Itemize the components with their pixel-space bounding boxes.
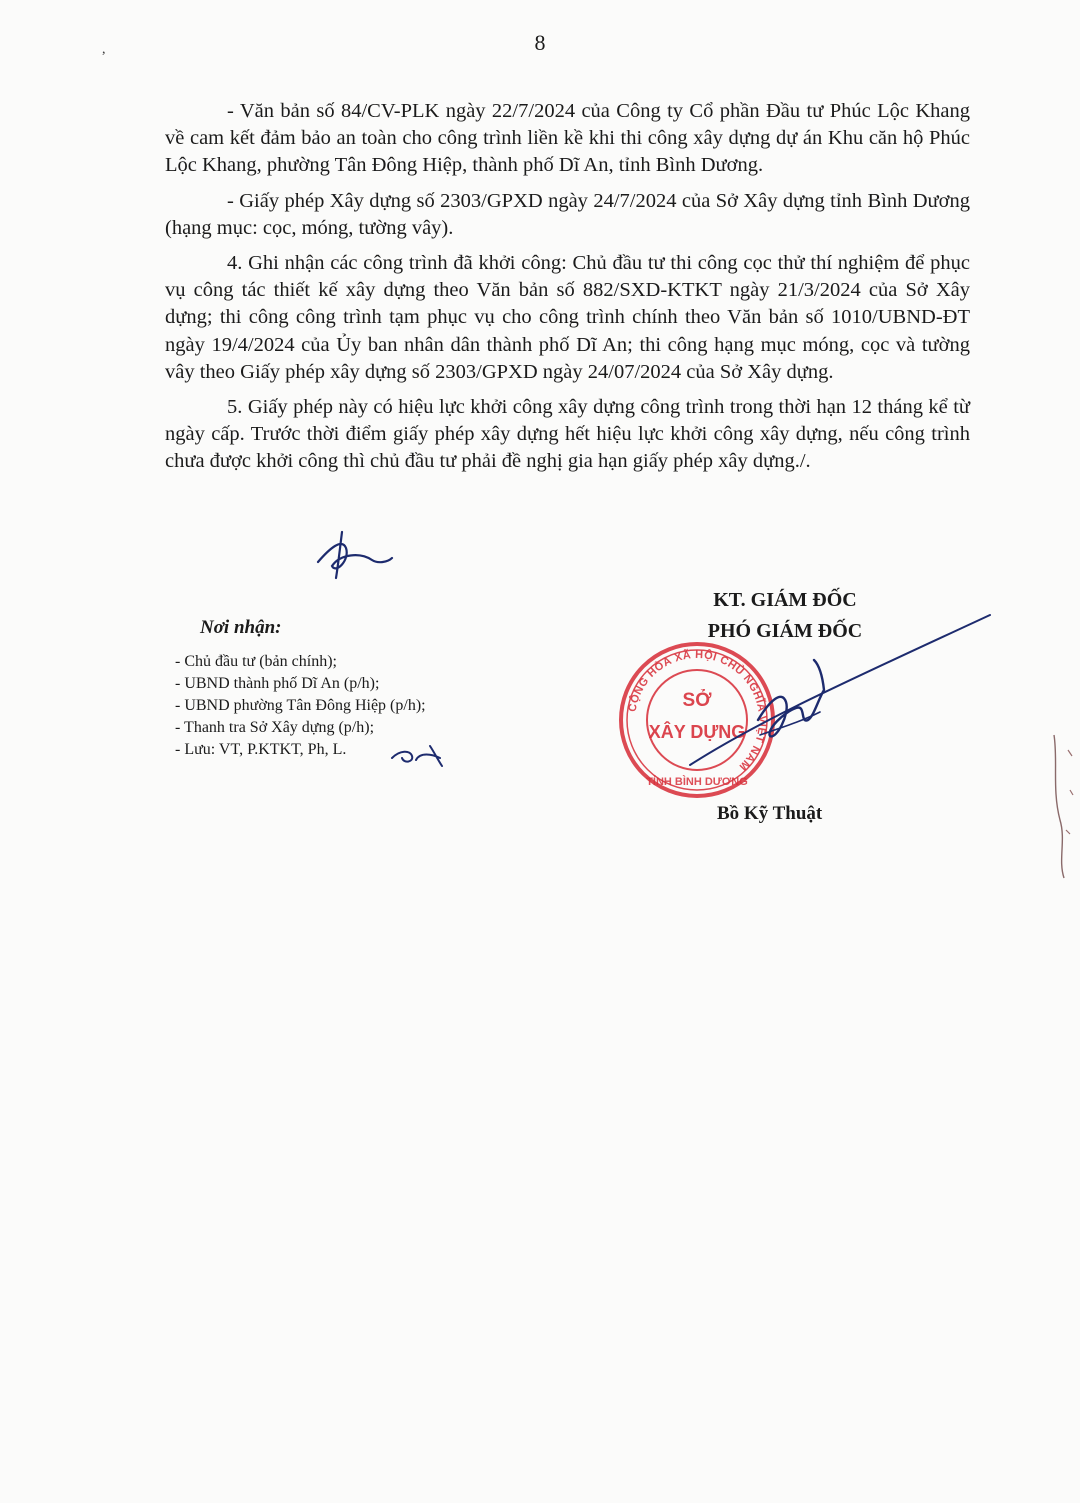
recipient-item: - Lưu: VT, P.KTKT, Ph, L.: [175, 741, 347, 758]
paragraph-doc-84: - Văn bản số 84/CV-PLK ngày 22/7/2024 của Công ty Cổ phần Đầu tư Phúc Lộc Khang về cam kết đảm bảo an toàn cho công trình liền kề khi thi công xây dựng dự án Khu căn hộ Phúc Lộc Khang, phường Tân Đông Hiệp, thành phố Dĩ An, tỉnh Bình Dương.: [165, 100, 970, 177]
recipient-item: - UBND phường Tân Đông Hiệp (p/h);: [175, 697, 426, 714]
signer-name: Bồ Kỹ Thuật: [717, 803, 823, 824]
paragraph-item-5: 5. Giấy phép này có hiệu lực khởi công xây dựng công trình trong thời hạn 12 tháng kể từ ngày cấp. Trước thời điểm giấy phép xây dựng hết hiệu lực khởi công xây dựng, nếu công trình chưa được khởi công thì chủ đầu tư phải đề nghị gia hạn giấy phép xây dựng./.: [165, 396, 970, 473]
recipients-list: [175, 651, 555, 761]
initials-mark-icon: [318, 532, 392, 578]
signature-title-1: KT. GIÁM ĐỐC: [713, 589, 857, 611]
seal-center-top: SỞ: [682, 690, 712, 711]
signature-title-2: PHÓ GIÁM ĐỐC: [707, 620, 863, 642]
seal-ring-text: CỘNG HÒA XÃ HỘI CHỦ NGHĨA VIỆT NAM: [626, 648, 769, 773]
seal-bottom-text: TỈNH BÌNH DƯƠNG: [646, 776, 748, 788]
seal-center-main: XÂY DỰNG: [648, 722, 746, 742]
recipient-item: - Chủ đầu tư (bản chính);: [175, 653, 337, 670]
body-text: [165, 98, 970, 476]
official-seal-icon: [617, 640, 777, 800]
stray-mark: ,: [102, 42, 106, 57]
recipient-item: - Thanh tra Sở Xây dựng (p/h);: [175, 719, 375, 736]
recipients-block: [175, 617, 555, 761]
paragraph-permit-2303: - Giấy phép Xây dựng số 2303/GPXD ngày 24/7/2024 của Sở Xây dựng tỉnh Bình Dương (hạng mục: cọc, móng, tường vây).: [165, 189, 970, 239]
paragraph-item-4: 4. Ghi nhận các công trình đã khởi công: Chủ đầu tư thi công cọc thử thí nghiệm để phục vụ công tác thiết kế xây dựng theo Văn bản số 882/SXD-KTKT ngày 21/3/2024 của Sở Xây dựng; thi công công trình tạm phục vụ cho công trình chính theo Văn bản số 1010/UBND-ĐT ngày 19/4/2024 của Ủy ban nhân dân thành phố Dĩ An; thi công hạng mục móng, cọc và tường vây theo Giấy phép xây dựng số 2303/GPXD ngày 24/07/2024 của Sở Xây dựng.: [165, 252, 970, 383]
signature-block: [640, 585, 930, 647]
edge-artifact: [1040, 730, 1080, 880]
recipient-item: - UBND thành phố Dĩ An (p/h);: [175, 675, 380, 692]
recipients-title: Nơi nhận:: [200, 617, 282, 638]
page-number: 8: [534, 30, 546, 55]
